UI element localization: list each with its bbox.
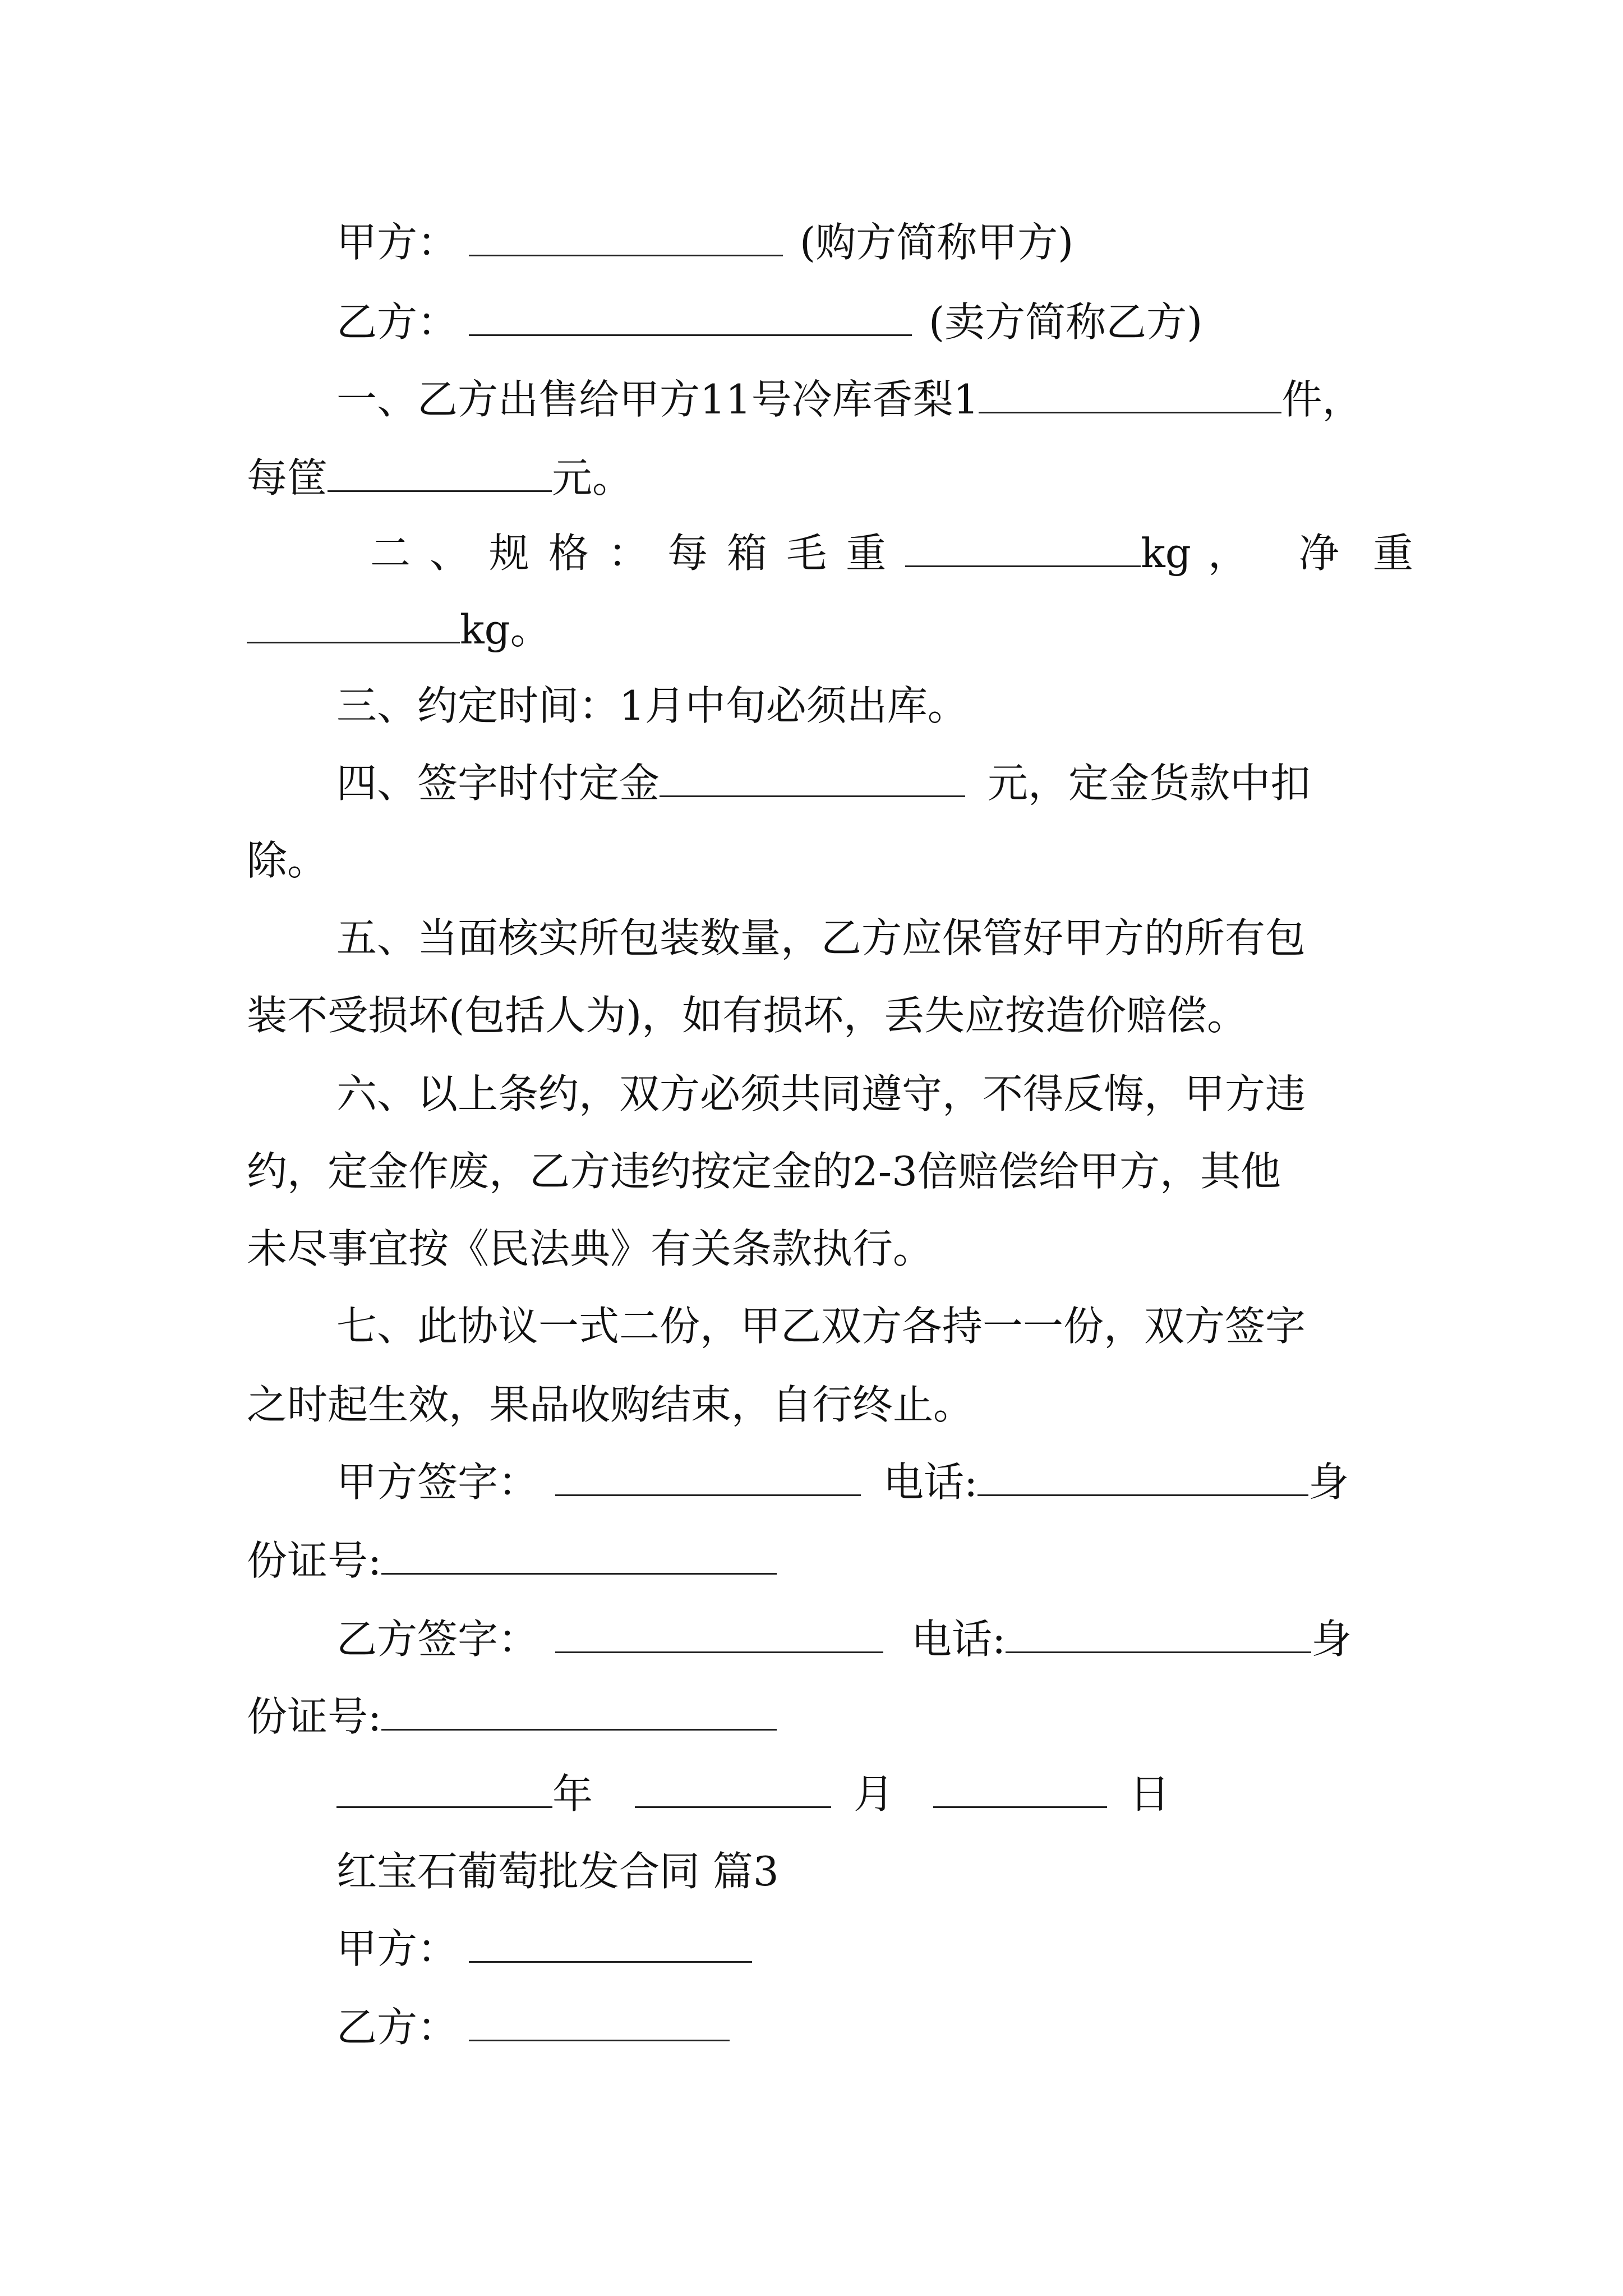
clause-1-text: 一、乙方出售给甲方11号冷库香梨1 — [336, 376, 979, 423]
clause-2-line-1 — [370, 527, 1413, 579]
sign-b-phone-blank — [1006, 1617, 1311, 1653]
clause-5-text-1: 五、当面核实所包装数量，乙方应保管好甲方的所有包 — [336, 914, 1306, 961]
party-a-line — [336, 217, 1073, 268]
clause-6-text-3: 未尽事宜按《民法典》有关条款执行。 — [247, 1225, 934, 1272]
date-year-blank — [336, 1772, 552, 1808]
clause-1-unit: 件， — [1281, 376, 1363, 423]
sign-b-label: 乙方签字： — [336, 1616, 539, 1663]
clause-2-char: 箱 — [727, 530, 768, 577]
clause-1-line-2 — [247, 452, 633, 504]
clause-4-suffix: 元，定金货款中扣 — [988, 760, 1311, 807]
clause-4-deposit-blank — [660, 761, 965, 797]
date-line — [336, 1768, 1170, 1820]
clause-4-prefix: 四、签字时付定金 — [336, 760, 660, 807]
clause-5-text-2: 装不受损坏(包括人为)，如有损坏，丢失应按造价赔偿。 — [247, 992, 1248, 1039]
next-party-b-line — [336, 2001, 730, 2053]
clause-2-gross-blank — [905, 531, 1141, 567]
party-b-blank — [469, 300, 912, 336]
sign-b-id-label: 份证号: — [247, 1693, 382, 1740]
clause-4-line2: 除。 — [247, 837, 328, 884]
clause-1-line-1 — [336, 374, 1362, 425]
clause-4-line-1 — [336, 757, 1311, 809]
party-b-note: (卖方简称乙方) — [929, 298, 1203, 346]
sign-b-phone-label: 电话: — [911, 1616, 1006, 1663]
clause-1-qty-blank — [979, 377, 1281, 413]
next-heading-text: 红宝石葡萄批发合同 篇3 — [336, 1848, 779, 1895]
sign-b-line-1 — [336, 1613, 1352, 1665]
clause-6-line-2 — [247, 1145, 1281, 1197]
sign-a-signature-blank — [555, 1460, 861, 1496]
clause-7-text-1: 七、此协议一式二份，甲乙双方各持一一份，双方签字 — [336, 1303, 1306, 1350]
sign-a-id-start: 身 — [1308, 1458, 1349, 1506]
clause-2-char: 二 — [370, 530, 411, 577]
clause-5-line-2 — [247, 990, 1247, 1041]
clause-6-text-2: 约，定金作废，乙方违约按定金的2-3倍赔偿给甲方，其他 — [247, 1148, 1281, 1195]
clause-3-text: 三、约定时间：1月中旬必须出库。 — [336, 682, 968, 729]
clause-2-comma: ， — [1207, 530, 1248, 577]
party-b-line — [336, 296, 1202, 348]
party-a-label: 甲方： — [336, 219, 458, 266]
party-a-blank — [469, 220, 783, 256]
clause-6-text-1: 六、以上条约，双方必须共同遵守，不得反悔，甲方违 — [336, 1070, 1306, 1117]
next-party-a-line — [336, 1923, 752, 1975]
clause-3 — [336, 680, 968, 731]
clause-2-char: 格 — [548, 530, 589, 577]
party-a-note: (购方简称甲方) — [800, 219, 1074, 266]
clause-1-line2-prefix: 每筐 — [247, 454, 328, 501]
next-party-a-blank — [469, 1926, 752, 1963]
date-year-label: 年 — [552, 1770, 593, 1818]
next-party-a-label: 甲方： — [336, 1925, 458, 1972]
clause-2-char: 重 — [846, 530, 887, 577]
sign-a-id-blank — [381, 1538, 777, 1575]
clause-2-char: 规 — [489, 530, 530, 577]
clause-2-line2-suffix: kg。 — [460, 606, 551, 653]
next-contract-heading — [336, 1846, 779, 1897]
clause-5-line-1 — [336, 912, 1306, 964]
clause-2-net-blank — [247, 607, 460, 643]
clause-2-char: ： — [608, 530, 649, 577]
sign-b-signature-blank — [555, 1617, 883, 1653]
next-party-b-blank — [469, 2005, 730, 2041]
clause-2-line-2 — [247, 604, 551, 655]
clause-2-unit: kg — [1141, 530, 1191, 577]
sign-b-id-blank — [381, 1694, 777, 1731]
clause-7-line-1 — [336, 1300, 1306, 1352]
clause-6-line-3 — [247, 1223, 933, 1274]
sign-b-id-start: 身 — [1311, 1616, 1352, 1663]
sign-a-phone-label: 电话: — [883, 1458, 978, 1506]
clause-4-line-2 — [247, 835, 328, 886]
clause-2-char: 、 — [430, 530, 471, 577]
clause-7-line-2 — [247, 1379, 974, 1430]
sign-a-label: 甲方签字： — [336, 1458, 539, 1506]
clause-2-char: 毛 — [786, 530, 827, 577]
clause-2-net-char: 重 — [1372, 530, 1413, 577]
date-day-label: 日 — [1129, 1770, 1170, 1818]
date-month-blank — [635, 1772, 831, 1808]
sign-a-line-2 — [247, 1535, 777, 1586]
clause-1-line2-suffix: 元。 — [552, 454, 633, 501]
clause-7-text-2: 之时起生效，果品收购结束，自行终止。 — [247, 1381, 974, 1428]
party-b-label: 乙方： — [336, 298, 458, 346]
clause-1-price-blank — [328, 455, 552, 492]
date-month-label: 月 — [854, 1770, 895, 1818]
clause-2-net-char: 净 — [1298, 530, 1339, 577]
clause-2-char: 每 — [667, 530, 708, 577]
sign-a-id-label: 份证号: — [247, 1537, 382, 1584]
next-party-b-label: 乙方： — [336, 2004, 458, 2051]
clause-6-line-1 — [336, 1068, 1306, 1120]
sign-a-phone-blank — [978, 1460, 1308, 1496]
sign-a-line-1 — [336, 1456, 1349, 1508]
date-day-blank — [933, 1772, 1107, 1808]
sign-b-line-2 — [247, 1691, 777, 1742]
